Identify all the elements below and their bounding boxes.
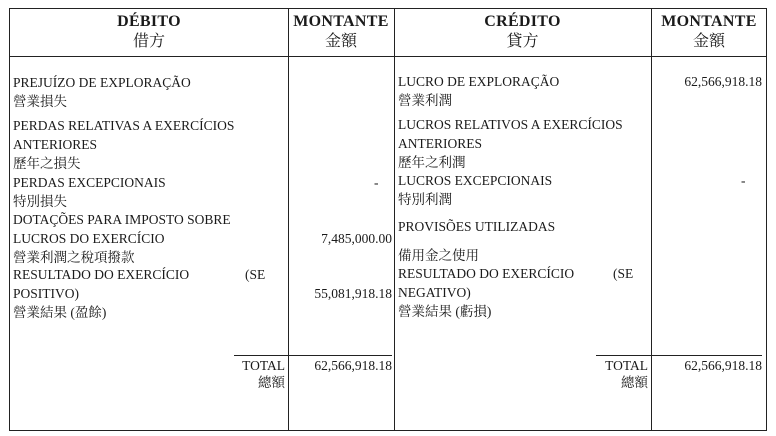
debit-header-pt: DÉBITO <box>117 13 181 30</box>
debit-operating-loss-zh: 營業損失 <box>13 94 67 109</box>
debit-amount-header <box>288 9 394 56</box>
total-label-zh: 總額 <box>258 375 285 390</box>
credit-provisions-used-zh: 備用金之使用 <box>398 248 479 263</box>
amount-header-zh: 金額 <box>692 33 725 50</box>
credit-result-zh: 營業結果 (虧損) <box>398 304 492 319</box>
debit-prior-losses-zh: 歷年之損失 <box>13 156 81 171</box>
debit-exceptional-amount: - <box>374 175 379 190</box>
credit-result: RESULTADO DO EXERCÍCIO <box>398 266 575 281</box>
credit-exceptional-amount: - <box>741 173 746 188</box>
debit-prior-losses-cont: ANTERIORES <box>13 137 97 152</box>
debit-header-zh: 借方 <box>132 33 165 50</box>
debit-exceptional-losses-zh: 特別損失 <box>13 194 67 209</box>
credit-exceptional-profits-zh: 特別利潤 <box>398 192 452 207</box>
credit-amount-header <box>651 9 767 56</box>
debit-result-positive: POSITIVO) <box>13 286 79 301</box>
credit-prior-profits-zh: 歷年之利潤 <box>398 155 466 170</box>
column-divider <box>394 9 395 430</box>
debit-tax-amount: 7,485,000.00 <box>321 231 392 246</box>
debit-operating-loss: PREJUÍZO DE EXPLORAÇÃO <box>13 75 191 90</box>
credit-provisions-used: PROVISÕES UTILIZADAS <box>398 219 556 234</box>
debit-result: RESULTADO DO EXERCÍCIO <box>13 267 190 282</box>
credit-total-label <box>570 357 648 391</box>
total-label-pt: TOTAL <box>242 358 285 373</box>
debit-total-amount: 62,566,918.18 <box>289 355 392 375</box>
debit-exceptional-losses: PERDAS EXCEPCIONAIS <box>13 175 166 190</box>
debit-result-amount: 55,081,918.18 <box>314 286 392 301</box>
amount-header-pt: MONTANTE <box>661 13 757 30</box>
profit-loss-table <box>9 8 767 431</box>
credit-total-amount: 62,566,918.18 <box>652 355 762 375</box>
debit-tax-allocation: DOTAÇÕES PARA IMPOSTO SOBRE <box>13 212 231 227</box>
header-divider <box>10 56 766 57</box>
credit-header-pt: CRÉDITO <box>484 13 561 30</box>
credit-prior-profits: LUCROS RELATIVOS A EXERCÍCIOS <box>398 117 623 132</box>
debit-header <box>10 9 288 56</box>
credit-header <box>394 9 651 56</box>
debit-tax-allocation-zh: 營業利潤之稅項撥款 <box>13 250 135 265</box>
total-label-zh: 總額 <box>621 375 648 390</box>
amount-header-zh: 金額 <box>324 33 357 50</box>
debit-result-se: (SE <box>245 267 266 282</box>
credit-operating-profit: LUCRO DE EXPLORAÇÃO <box>398 74 560 89</box>
credit-prior-profits-cont: ANTERIORES <box>398 136 482 151</box>
debit-tax-allocation-cont: LUCROS DO EXERCÍCIO <box>13 231 165 246</box>
total-label-pt: TOTAL <box>605 358 648 373</box>
credit-result-se: (SE <box>613 266 634 281</box>
amount-header-pt: MONTANTE <box>293 13 389 30</box>
credit-result-negative: NEGATIVO) <box>398 285 471 300</box>
credit-header-zh: 貸方 <box>506 33 539 50</box>
debit-prior-losses: PERDAS RELATIVAS A EXERCÍCIOS <box>13 118 235 133</box>
credit-operating-amount: 62,566,918.18 <box>684 74 762 89</box>
credit-operating-profit-zh: 營業利潤 <box>398 93 452 108</box>
debit-total-label <box>210 357 285 391</box>
debit-result-zh: 營業結果 (盈餘) <box>13 305 107 320</box>
credit-exceptional-profits: LUCROS EXCEPCIONAIS <box>398 173 553 188</box>
